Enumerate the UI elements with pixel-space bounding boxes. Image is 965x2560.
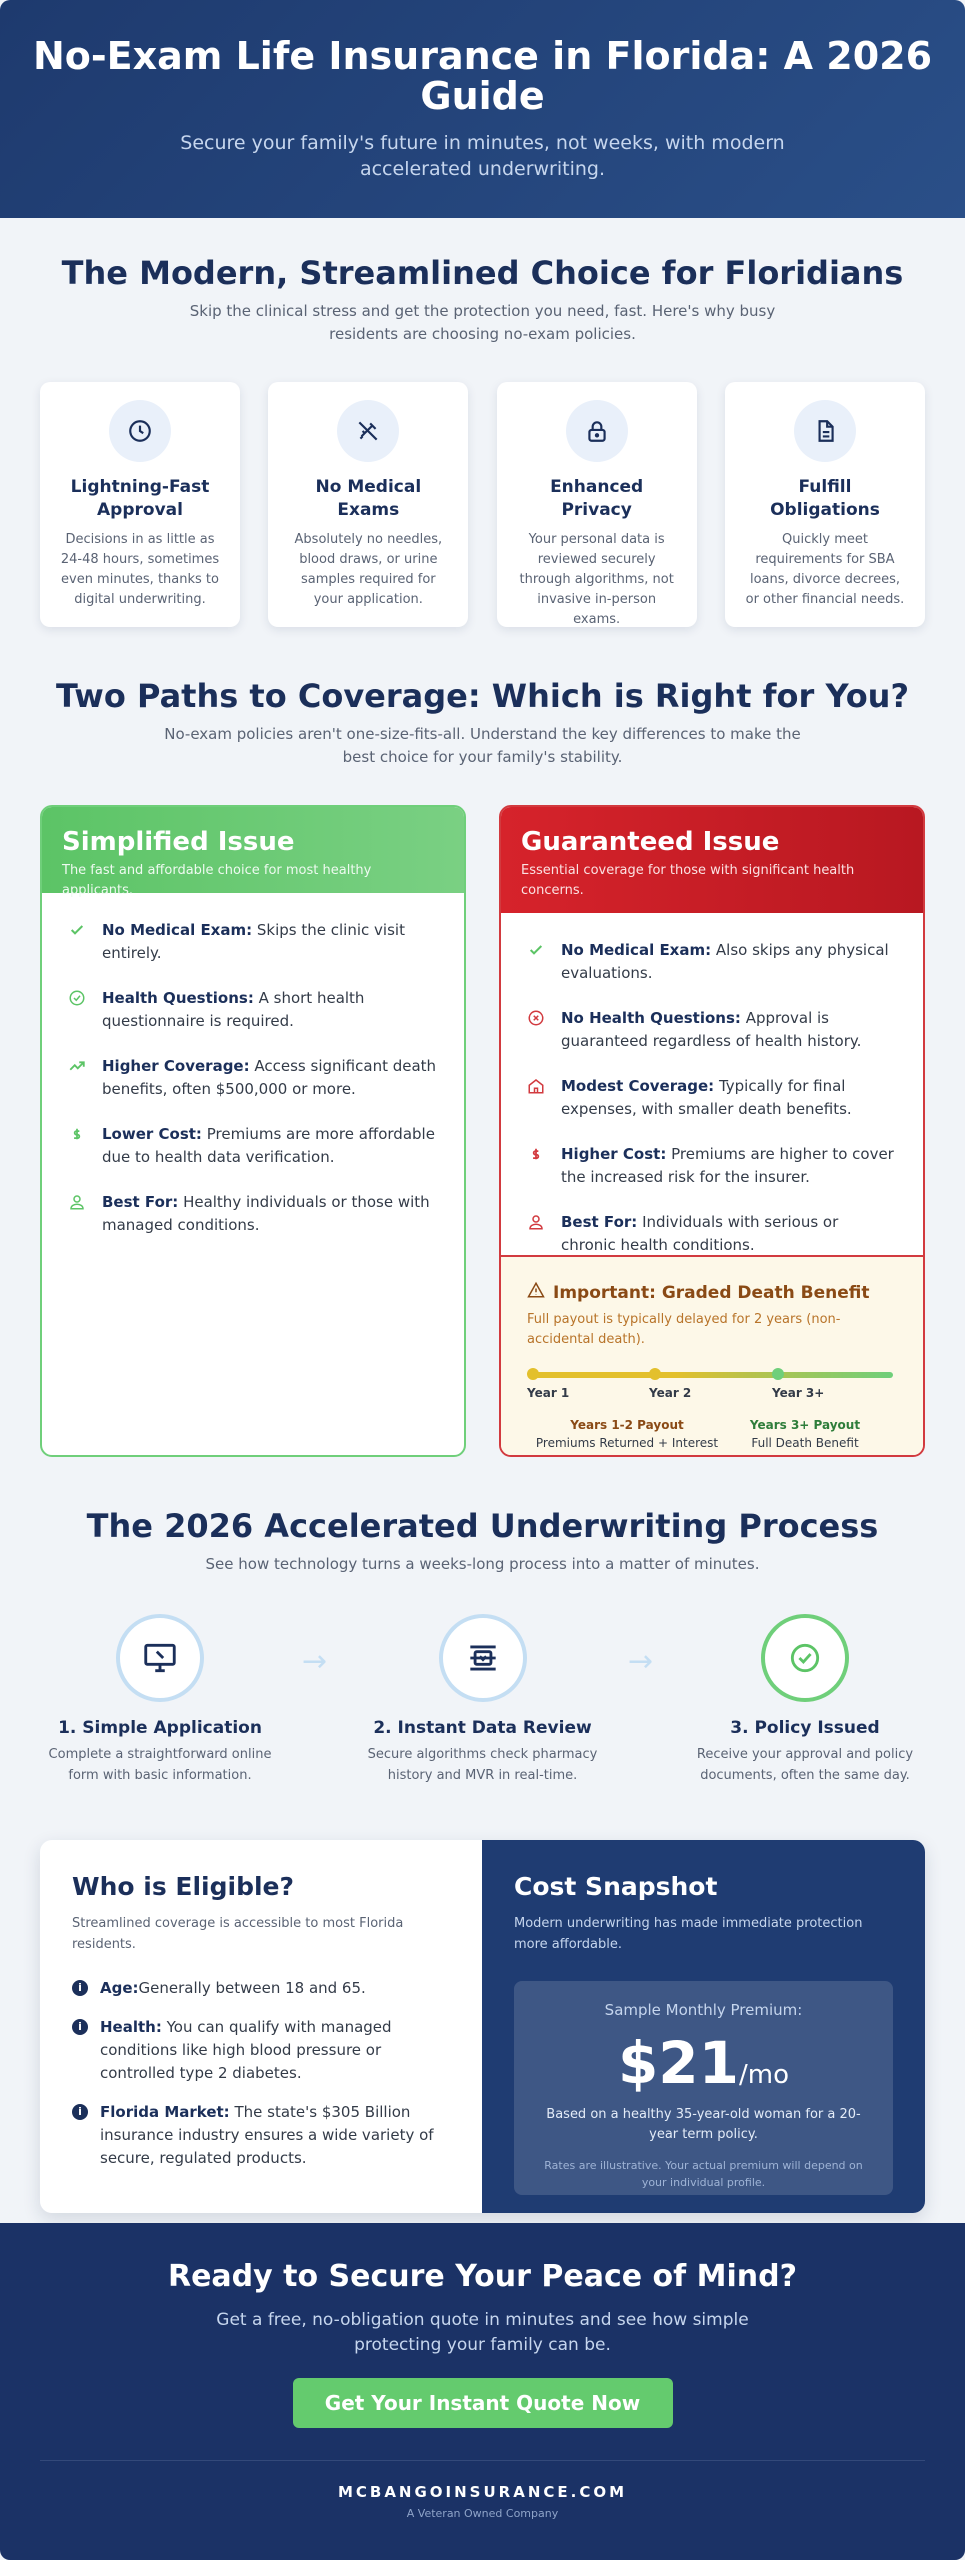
eligibility-card xyxy=(40,1840,482,2213)
simplified-issue-title: Simplified Issue xyxy=(62,827,295,857)
premium-label: Sample Monthly Premium: xyxy=(604,2001,803,2019)
list-item xyxy=(68,1123,438,1169)
timeline-bar xyxy=(531,1372,893,1378)
item-label: Health Questions: xyxy=(102,989,254,1007)
step-text: Complete a straightforward online form with basic information. xyxy=(48,1747,272,1783)
feature-title: Fulfill Obligations xyxy=(770,477,880,520)
guaranteed-issue-card xyxy=(499,805,925,1457)
modern-section-title: The Modern, Streamlined Choice for Floridians xyxy=(61,254,904,292)
paths-section-subtitle: No-exam policies aren't one-size-fits-all. Understand the key differences to make the best choice for your family's stability. xyxy=(164,725,801,766)
list-item xyxy=(527,939,897,985)
eligibility-list xyxy=(72,1977,450,2170)
feature-text: Your personal data is reviewed securely through algorithms, not invasive in-person exams. xyxy=(519,532,674,627)
cta-footer xyxy=(0,2223,965,2560)
simplified-issue-card xyxy=(40,805,466,1457)
underwriting-process-section xyxy=(0,1457,965,1786)
feature-card-privacy xyxy=(497,382,697,627)
paths-section-title: Two Paths to Coverage: Which is Right for You? xyxy=(55,677,910,715)
item-text: Access significant death benefits, often $500,000 or more. xyxy=(102,1057,437,1098)
timeline-dot-year-2 xyxy=(649,1368,661,1380)
feature-title: Enhanced Privacy xyxy=(550,477,644,520)
step-policy-issued xyxy=(675,1614,935,1786)
footer-divider xyxy=(40,2460,925,2461)
item-label: Health: xyxy=(100,2018,162,2036)
item-label: Higher Coverage: xyxy=(102,1057,250,1075)
process-steps xyxy=(0,1614,965,1786)
monitor-icon xyxy=(116,1614,204,1702)
item-label: No Health Questions: xyxy=(561,1009,741,1027)
dollar-icon xyxy=(68,1125,86,1143)
item-label: Modest Coverage: xyxy=(561,1077,715,1095)
step-text: Secure algorithms check pharmacy history and MVR in real-time. xyxy=(367,1747,598,1783)
clock-icon xyxy=(109,400,171,462)
hero-title: No-Exam Life Insurance in Florida: A 2026 Guide xyxy=(32,34,933,118)
premium-unit: /mo xyxy=(739,2060,790,2090)
check-circle-icon xyxy=(761,1614,849,1702)
list-item xyxy=(72,2016,450,2085)
item-label: Age: xyxy=(100,1979,139,1997)
timeline-label: Year 3+ xyxy=(772,1386,825,1400)
feature-card-no-exams xyxy=(268,382,468,627)
item-text: Individuals with serious or chronic health conditions. xyxy=(561,1213,839,1254)
payout-title: Years 3+ Payout xyxy=(749,1418,861,1432)
feature-text: Quickly meet requirements for SBA loans, divorce decrees, or other financial needs. xyxy=(745,532,905,607)
list-item xyxy=(527,1075,897,1121)
item-label: No Medical Exam: xyxy=(102,921,253,939)
info-icon: i xyxy=(72,2104,88,2120)
arrow-right-icon: → xyxy=(302,1644,328,1679)
list-item xyxy=(72,2101,450,2170)
feature-text: Decisions in as little as 24-48 hours, sometimes even minutes, thanks to digital underwriting. xyxy=(60,532,220,607)
process-section-subtitle: See how technology turns a weeks-long process into a matter of minutes. xyxy=(205,1555,760,1573)
feature-title: Lightning-Fast Approval xyxy=(70,477,210,520)
timeline-dot-year-1 xyxy=(527,1368,539,1380)
payout-text: Premiums Returned + Interest xyxy=(535,1436,719,1450)
eligibility-cost-panel xyxy=(40,1840,925,2213)
info-icon: i xyxy=(72,1980,88,1996)
item-text: Premiums are higher to cover the increased risk for the insurer. xyxy=(561,1145,894,1186)
info-icon: i xyxy=(72,2019,88,2035)
list-item xyxy=(527,1211,897,1257)
feature-title: No Medical Exams xyxy=(315,477,422,520)
payout-years-1-2 xyxy=(527,1416,727,1452)
graded-title: Important: Graded Death Benefit xyxy=(553,1282,870,1303)
item-text: Also skips any physical evaluations. xyxy=(561,941,889,982)
item-text: Skips the clinic visit entirely. xyxy=(102,921,405,962)
payout-timeline xyxy=(527,1364,897,1450)
payout-text: Full Death Benefit xyxy=(751,1436,859,1450)
timeline-dot-year-3 xyxy=(772,1368,784,1380)
item-label: Lower Cost: xyxy=(102,1125,202,1143)
payout-years-3-plus xyxy=(705,1416,905,1452)
home-icon xyxy=(527,1077,545,1095)
cta-text: Get a free, no-obligation quote in minutes and see how simple protecting your family can be. xyxy=(216,2310,749,2355)
guaranteed-issue-list xyxy=(501,913,923,1257)
user-icon xyxy=(527,1213,545,1231)
two-paths-section xyxy=(0,627,965,1457)
guaranteed-issue-subtitle: Essential coverage for those with significant health concerns. xyxy=(521,863,855,898)
step-title: 2. Instant Data Review xyxy=(373,1718,592,1738)
trend-up-icon xyxy=(68,1057,86,1075)
step-title: 1. Simple Application xyxy=(58,1718,262,1738)
eligibility-lead: Streamlined coverage is accessible to most Florida residents. xyxy=(72,1916,404,1952)
premium-amount xyxy=(514,2029,893,2097)
payout-title: Years 1-2 Payout xyxy=(570,1418,684,1432)
item-label: Best For: xyxy=(561,1213,638,1231)
item-text: Premiums are more affordable due to health data verification. xyxy=(102,1125,435,1166)
cost-snapshot-card xyxy=(482,1840,925,2213)
feature-card-fast-approval xyxy=(40,382,240,627)
graded-title-row xyxy=(527,1281,897,1304)
data-review-icon xyxy=(439,1614,527,1702)
step-simple-application xyxy=(30,1614,290,1786)
graded-death-benefit-box xyxy=(501,1255,923,1455)
hero-banner xyxy=(0,0,965,218)
guaranteed-issue-header xyxy=(501,807,923,913)
feature-cards xyxy=(0,382,965,627)
check-icon xyxy=(68,921,86,939)
arrow-right-icon: → xyxy=(628,1644,654,1679)
lock-icon xyxy=(566,400,628,462)
path-cards xyxy=(0,805,965,1457)
item-text: Approval is guaranteed regardless of health history. xyxy=(561,1009,862,1050)
item-label: Florida Market: xyxy=(100,2103,230,2121)
simplified-issue-header xyxy=(42,807,464,898)
hero-subtitle: Secure your family's future in minutes, not weeks, with modern accelerated underwriting. xyxy=(180,132,785,180)
item-label: No Medical Exam: xyxy=(561,941,712,959)
simplified-issue-subtitle: The fast and affordable choice for most healthy applicants. xyxy=(62,863,372,898)
list-item xyxy=(527,1007,897,1053)
simplified-issue-list xyxy=(42,893,464,1237)
list-item xyxy=(68,1055,438,1101)
premium-basis: Based on a healthy 35-year-old woman for a 20-year term policy. xyxy=(546,2107,861,2142)
item-text: The state's $305 Billion insurance industry ensures a wide variety of secure, regulated products. xyxy=(100,2103,434,2167)
timeline-label: Year 2 xyxy=(649,1386,692,1400)
modern-section-subtitle: Skip the clinical stress and get the protection you need, fast. Here's why busy residents are choosing no-exam policies. xyxy=(189,302,776,343)
x-circle-icon xyxy=(527,1009,545,1027)
brand-name[interactable]: MCBANGOINSURANCE.COM xyxy=(337,2483,628,2501)
step-text: Receive your approval and policy documents, often the same day. xyxy=(696,1747,914,1783)
item-text: Healthy individuals or those with managed conditions. xyxy=(102,1193,430,1234)
guaranteed-issue-title: Guaranteed Issue xyxy=(521,827,780,857)
item-text: A short health questionnaire is required. xyxy=(102,989,365,1030)
user-icon xyxy=(68,1193,86,1211)
item-label: Higher Cost: xyxy=(561,1145,667,1163)
brand-tagline: A Veteran Owned Company xyxy=(406,2507,559,2520)
no-syringe-icon xyxy=(337,400,399,462)
step-instant-data-review xyxy=(353,1614,613,1786)
check-circle-icon xyxy=(68,989,86,1007)
cta-title: Ready to Secure Your Peace of Mind? xyxy=(167,2259,798,2294)
feature-text: Absolutely no needles, blood draws, or urine samples required for your application. xyxy=(294,532,443,607)
sample-premium-box xyxy=(514,1981,893,2195)
graded-text: Full payout is typically delayed for 2 years (non-accidental death). xyxy=(527,1312,841,1347)
get-quote-button[interactable]: Get Your Instant Quote Now xyxy=(293,2378,673,2428)
cost-lead: Modern underwriting has made immediate protection more affordable. xyxy=(514,1916,863,1952)
cost-title: Cost Snapshot xyxy=(514,1872,718,1901)
premium-disclaimer: Rates are illustrative. Your actual premium will depend on your individual profile. xyxy=(544,2159,863,2189)
list-item xyxy=(68,987,438,1033)
feature-card-obligations xyxy=(725,382,925,627)
warning-icon xyxy=(527,1281,545,1304)
list-item xyxy=(68,919,438,965)
document-icon xyxy=(794,400,856,462)
premium-value: $21 xyxy=(617,2029,740,2097)
dollar-icon xyxy=(527,1145,545,1163)
list-item xyxy=(527,1143,897,1189)
list-item xyxy=(68,1191,438,1237)
eligibility-title: Who is Eligible? xyxy=(72,1872,295,1901)
check-icon xyxy=(527,941,545,959)
modern-choice-section xyxy=(0,218,965,627)
item-text: Typically for final expenses, with smaller death benefits. xyxy=(561,1077,852,1118)
step-title: 3. Policy Issued xyxy=(730,1718,880,1738)
item-label: Best For: xyxy=(102,1193,179,1211)
process-section-title: The 2026 Accelerated Underwriting Process xyxy=(86,1507,879,1545)
timeline-label: Year 1 xyxy=(527,1386,570,1400)
list-item xyxy=(72,1977,450,2000)
item-text: You can qualify with managed conditions like high blood pressure or controlled type 2 diabetes. xyxy=(100,2018,392,2082)
item-text: Generally between 18 and 65. xyxy=(138,1979,366,1997)
